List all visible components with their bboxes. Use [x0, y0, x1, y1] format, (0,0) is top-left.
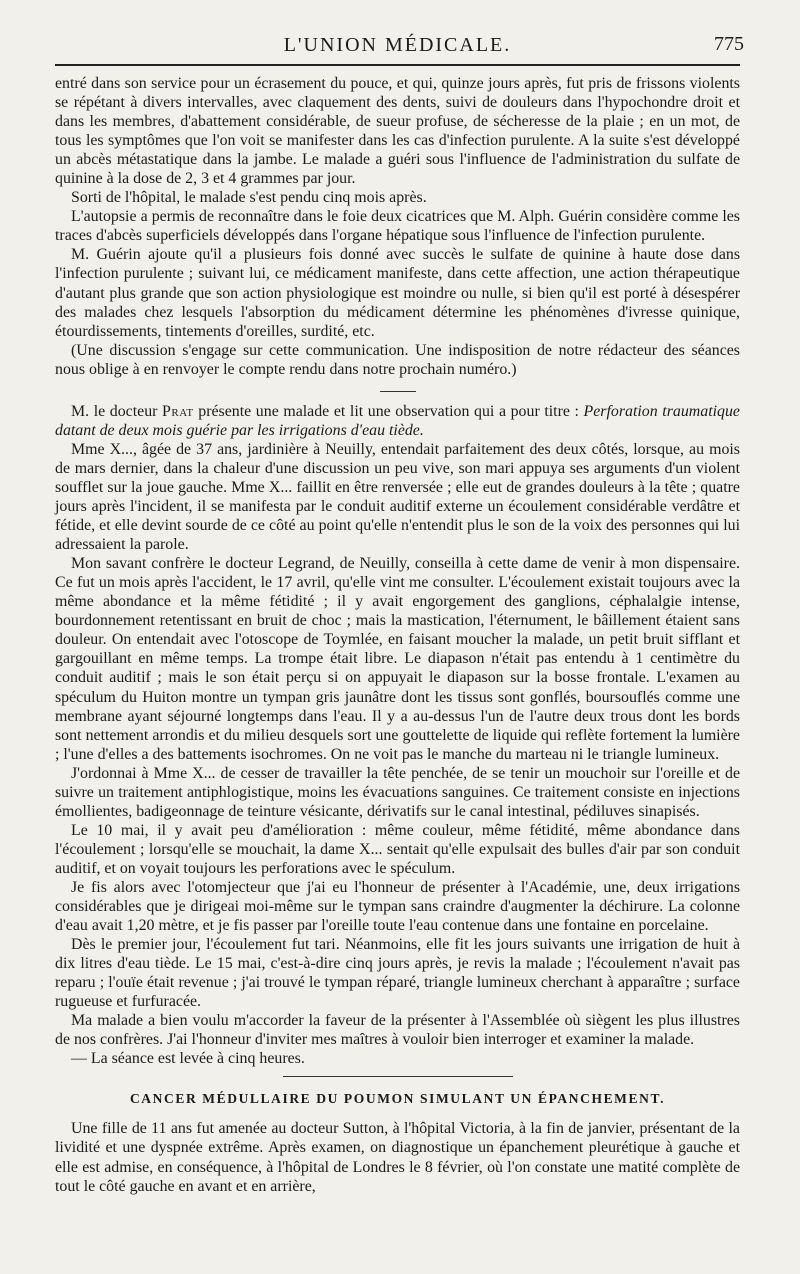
paragraph: entré dans son service pour un écrasement du pouce, et qui, quinze jours après, fut pris de frissons violents se répétant à divers intervalles, avec claquement des dents, suivi de douleurs dans l'hypochondre droit et dans les membres, d'abattement considérable, de sueur profuse, de sécheresse de la plaie ; en un mot, de tous les symptômes que l'on voit se manifester dans les cas d'infection purulente. A la suite s'est développé un abcès métastatique dans la jambe. Le malade a guéri sous l'influence de l'administration du sulfate de quinine à la dose de 2, 3 et 4 grammes par jour.: [55, 75, 740, 188]
case-paragraph: Mme X..., âgée de 37 ans, jardinière à Neuilly, entendait parfaitement des deux côtés, lorsque, au mois de mars dernier, dans la chaleur d'une discussion un peu vive, son mari appuya ses arguments d'un violent soufflet sur la joue gauche. Mme X... faillit en être renversée ; elle eut de grandes douleurs à la tête ; quatre jours après l'incident, il se manifesta par le conduit auditif externe un écoulement considérable verdâtre et fétide, et elle devint sourde de ce côté au point qu'elle n'entendit plus le son de la voix des personnes qui lui adressaient la parole.: [55, 440, 740, 554]
case-paragraph: Dès le premier jour, l'écoulement fut tari. Néanmoins, elle fit les jours suivants une irrigation de huit à dix litres d'eau tiède. Le 15 mai, c'est-à-dire cinq jours après, je revis la malade ; l'écoulement n'avait pas reparu ; l'ouïe était revenue ; j'ai trouvé le tympan réparé, triangle lumineux cherchant à apparaître ; surface rugueuse et furfuracée.: [55, 936, 740, 1011]
section-divider: [283, 1076, 513, 1077]
prat-prefix: M. le docteur: [71, 402, 163, 420]
case-paragraph: Je fis alors avec l'otomjecteur que j'ai eu l'honneur de présenter à l'Académie, une, deux irrigations considérables que je dirigeai moi-même sur le tympan sans craindre d'augmenter la déchirure. La colonne d'eau avait 1,20 mètre, et je fis passer par l'oreille toute l'eau contenue dans une fontaine en porcelaine.: [55, 878, 740, 935]
case-paragraph: Ma malade a bien voulu m'accorder la faveur de la présenter à l'Assemblée où siègent les plus illustres de nos confrères. J'ai l'honneur d'inviter mes maîtres à vouloir bien interroger et examiner la malade.: [55, 1012, 740, 1049]
separator: [55, 381, 740, 400]
case-paragraph: Le 10 mai, il y avait peu d'amélioration : même couleur, même fétidité, même abondance dans l'écoulement ; lorsqu'elle se mouchait, la dame X... sentait qu'elle expulsait des bulles d'air par son conduit auditif, et on voyait toujours les perforations avec le spéculum.: [55, 821, 740, 877]
article-body: [55, 74, 740, 1068]
running-title: L'UNION MÉDICALE.: [283, 34, 512, 56]
closing-line: — La séance est levée à cinq heures.: [71, 1050, 305, 1068]
paragraph: (Une discussion s'engage sur cette communication. Une indisposition de notre rédacteur des séances nous oblige à en renvoyer le compte rendu dans notre prochain numéro.): [55, 341, 740, 378]
paragraph: M. Guérin ajoute qu'il a plusieurs fois donné avec succès le sulfate de quinine à haute dose dans l'infection purulente ; suivant lui, ce médicament manifeste, dans cette affection, une action thérapeutique d'autant plus grande que son action physiologique est moindre ou nulle, si bien qu'il est porté à désespérer des malades chez lesquels l'absorption du médicament détermine les phénomènes d'ivresse quinique, étourdissements, tintements d'oreilles, surdité, etc.: [55, 246, 740, 340]
paragraph: Sorti de l'hôpital, le malade s'est pendu cinq mois après.: [71, 189, 427, 207]
page-number: 775: [714, 33, 744, 55]
case-paragraph: J'ordonnai à Mme X... de cesser de travailler la tête penchée, de se tenir un mouchoir sur l'oreille et de suivre un traitement antiphlogistique, moins les évacuations sanguines. Ce traitement consiste en injections émollientes, badigeonnage de teinture vésicante, dérivatifs sur le canal intestinal, pédiluves sinapisés.: [55, 764, 740, 820]
section-body: [55, 1119, 740, 1195]
paragraph: L'autopsie a permis de reconnaître dans le foie deux cicatrices que M. Alph. Guérin considère comme les traces d'abcès superficiels développés dans l'organe hépatique sous l'influence de l'infection purulente.: [55, 208, 740, 245]
page-header: [55, 30, 744, 60]
header-rule: [55, 64, 740, 66]
prat-intro-paragraph: [55, 402, 740, 440]
paragraph: Une fille de 11 ans fut amenée au docteur Sutton, à l'hôpital Victoria, à la fin de janvier, présentant de la lividité et une dyspnée extrême. Après examen, on diagnostique un épanchement pleurétique à gauche et elle est admise, en conséquence, à l'hôpital de Londres le 8 février, où l'on constate une matité complète de tout le côté gauche en avant et en arrière,: [55, 1120, 740, 1195]
section-title: CANCER MÉDULLAIRE DU POUMON SIMULANT UN ÉPANCHEMENT.: [129, 1091, 666, 1107]
prat-name: Prat: [162, 402, 194, 420]
observation-title: Perforation traumatique datant de deux mois guérie par les irrigations d'eau tiède.: [55, 402, 740, 439]
prat-middle: présente une malade et lit une observation qui a pour titre :: [193, 402, 584, 420]
case-paragraph: Mon savant confrère le docteur Legrand, de Neuilly, conseilla à cette dame de venir à mon dispensaire. Ce fut un mois après l'accident, le 17 avril, qu'elle vint me consulter. L'écoulement existait toujours avec la même abondance et la même fétidité ; il y avait engorgement des ganglions, céphalalgie intense, bourdonnement retentissant en bruit de choc ; mais la mastication, l'éternument, le bâillement étaient sans douleur. On entendait avec l'otoscope de Toymlée, en faisant moucher la malade, un petit bruit sifflant et gargouillant en même temps. La trompe était libre. Le diapason n'était pas entendu à 1 centimètre du conduit auditif ; mais le son était perçu si on appuyait le diapason sur la bosse frontale. L'examen au spéculum du Huiton montre un tympan gris jaunâtre dont les tissus sont gonflés, boursouflés comme une membrane ayant séjourné longtemps dans l'eau. Il y a au-dessus l'un de l'autre deux trous dont les bords sont nettement arrondis et du milieu desquels sort une gouttelette de liquide qui reflète fortement la lumière ; l'une d'elles a des battements isochromes. On ne voit pas le manche du marteau ni le triangle lumineux.: [55, 555, 740, 763]
